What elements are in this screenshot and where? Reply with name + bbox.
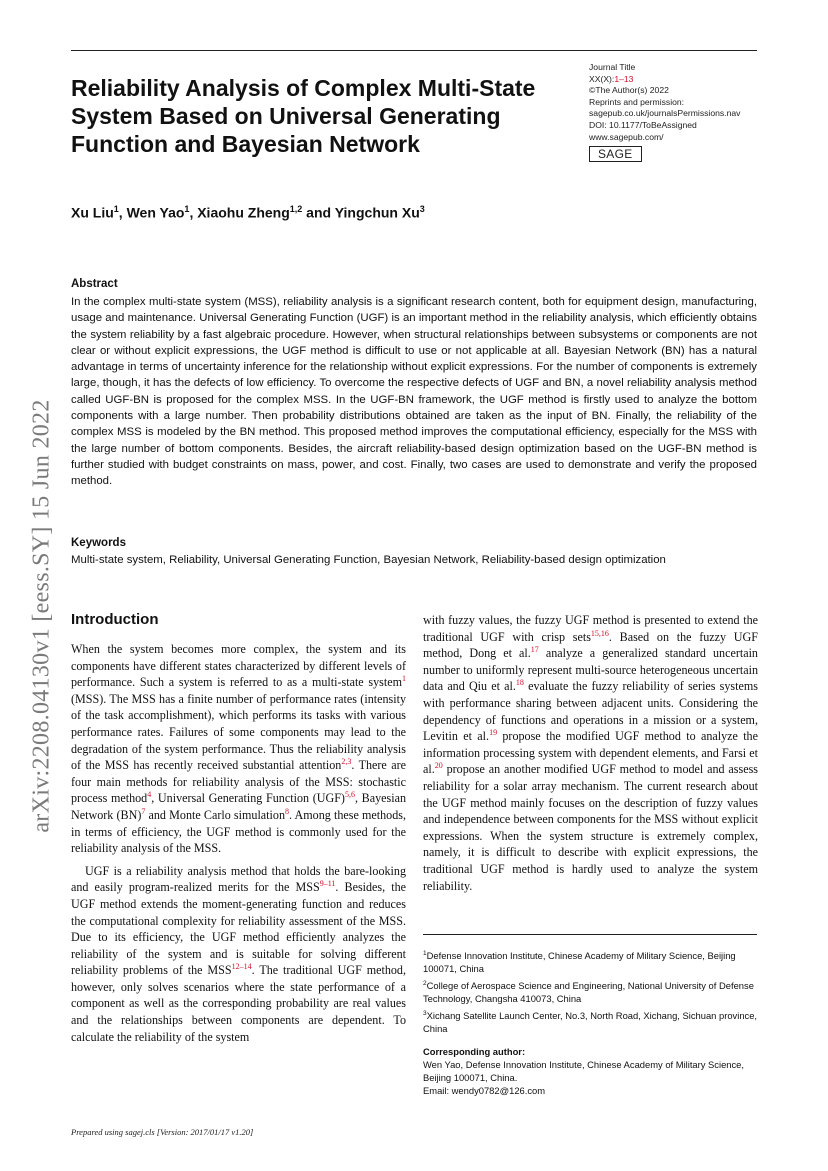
journal-title: Journal Title [589,62,636,72]
affiliation-footnotes [423,947,759,1037]
author-affiliation: 1 [113,204,119,214]
citation-link[interactable]: 15,16 [590,628,609,638]
reprints-url[interactable]: sagepub.co.uk/journalsPermissions.nav [589,108,741,119]
paragraph: with fuzzy values, the fuzzy UGF method is presented to extend the traditional UGF with crisp sets$^{15,16}$. Based on the fuzzy UGF method, Dong et al.$^{17}$ analyze a generalized standard uncertain number to uniformly represent multi-source heterogeneous uncertain data and Qiu et al.$^{18}$ evaluate the fuzzy reliability of series systems with performance sharing between adjacent units. Considering the dependency of functions and operations in a mission or a system, Levitin et al.$^{19}$ propose the modified UGF method to analyze the information processing system with dependent elements, and Farsi et al.$^{20}$ propose an another modified UGF method to model and assess reliability for a solar array mechanism. The current research about the UGF method mainly focuses on the description of fuzzy values and independence between components for the MSS without explicit expressions. When the system structure is extremely complex, namely, it is difficult to describe with explicit expressions, the traditional UGF method is hardly used to analyze the system reliability. [423,613,758,893]
citation-link[interactable]: 18 [515,678,524,688]
citation-link[interactable]: 17 [530,645,539,655]
keywords-heading: Keywords [71,537,126,549]
paragraph: When the system becomes more complex, the system and its components have different states characterized by different levels of performance. Such a system is referred to as a multi-state system$^1$ (MSS). The MSS has a finite number of performance rates (intensity of the task accomplishment), which performs its tasks with various performance rates. Failures of some components may lead to the degradation of the system performance. Thus the reliability analysis of the MSS has recently received substantial attention$^{2,3}$. There are four main methods for reliability analysis of the MSS: stochastic process method$^4$, Universal Generating Function (UGF)$^{5,6}$, Bayesian Network (BN)$^7$ and Monte Carlo simulation$^8$. Among these methods, in terms of efficiency, the UGF method is commonly used for the reliability analysis of the MSS. [71,642,407,856]
corresponding-email[interactable]: Email: wendy0782@126.com [423,1085,546,1096]
citation-link[interactable]: 8 [285,806,289,816]
citation-link[interactable]: 1 [402,674,406,684]
left-column [71,641,406,1045]
citation-link[interactable]: 7 [141,806,146,816]
citation-link[interactable]: 9–11 [319,879,336,889]
doi: DOI: 10.1177/ToBeAssigned [589,119,697,130]
citation-link[interactable]: 5,6 [344,790,355,800]
abstract-heading: Abstract [71,278,118,290]
corresponding-author [423,1045,759,1097]
author-name: Wen Yao [126,204,185,221]
right-column [423,612,758,894]
author-name: Xu Liu [71,204,114,221]
abstract-text: In the complex multi-state system (MSS), reliability analysis is a significant research content, both for equipment design, manufacturing, usage and maintenance. Universal Generating Function (UGF) is an important method in the reliability analysis, which efficiently obtains the system reliability by a fast algebraic procedure. However, when structural relationships between subsystems or components are not clear or without explicit expressions, the UGF method is difficult to use or not applicable at all. Bayesian Network (BN) has a natural advantage in terms of uncertainty inference for the relationship without explicit expressions. For the number of components is extremely large, though, it has the defects of low efficiency. To overcome the respective defects of UGF and BN, a novel reliability analysis method called UGF-BN is proposed for the complex MSS. In the UGF-BN framework, the UGF method is firstly used to analyze the bottom components with a large number. Then probability distributions obtained are taken as the input of BN. Finally, the reliability of the complex MSS is modeled by the BN method. This proposed method improves the computational efficiency, especially for the MSS with the large number of bottom components. Besides, the aircraft reliability-based design optimization based on the UGF-BN method is further studied with budget constraints on mass, power, and cost. Finally, two cases are used to demonstrate and verify the proposed method. [71,296,757,488]
author-name: Yingchun Xu [334,204,420,221]
publisher-logo: SAGE [589,146,642,162]
copyright: ©The Author(s) 2022 [589,85,669,96]
publisher-site[interactable]: www.sagepub.com/ [589,131,664,142]
reprints-label: Reprints and permission: [589,96,685,107]
paper-title: Reliability Analysis of Complex Multi-State System Based on Universal Generating Function and Bayesian Network [71,75,536,157]
footnote: $^1$Defense Innovation Institute, Chinese Academy of Military Science, Beijing 100071, China [423,950,736,975]
page-range-link[interactable]: 1–13 [614,73,634,84]
author-list: Xu Liu$^1$, Wen Yao$^1$, Xiaohu Zheng$^{1,2}$ and Yingchun Xu$^3$ [71,204,425,221]
volume-pages: XX(X):1–13 [589,73,634,84]
section-heading-introduction: Introduction [71,611,159,628]
journal-meta [589,62,769,162]
author-affiliation: 1 [184,204,190,214]
citation-link[interactable]: 2,3 [341,757,352,767]
arxiv-identifier: arXiv:2208.04130v1 [eess.SY] 15 Jun 2022 [28,399,55,833]
citation-link[interactable]: 19 [489,728,498,738]
corresponding-heading: Corresponding author: [423,1046,526,1057]
author-name: Xiaohu Zheng [197,204,290,221]
paragraph: UGF is a reliability analysis method that holds the bare-looking and easily program-realized merits for the MSS$^{9-11}$. Besides, the UGF method extends the moment-generating function and reduces the computational complexity for reliability assessment of the MSS. Due to its efficiency, the UGF method efficiently analyzes the reliability of the system and is suitable for solving different reliability problems of the MSS$^{12-14}$. The traditional UGF method, however, only solves scenarios where the state performance of a component as well as the corresponding probability are real values and the relationships between components are dependent. To calculate the reliability of the system [71,863,406,1044]
keywords-text: Multi-state system, Reliability, Universal Generating Function, Bayesian Network, Reliability-based design optimization [71,554,666,566]
corresponding-text: Wen Yao, Defense Innovation Institute, Chinese Academy of Military Science, Beijing 100071, China. [423,1059,745,1083]
author-affiliation: 1,2 [289,204,303,214]
citation-link[interactable]: 4 [147,790,152,800]
footnote: $^2$College of Aerospace Science and Engineering, National University of Defense Technology, Changsha 410073, China [423,980,754,1005]
author-affiliation: 3 [419,204,425,214]
top-rule [71,50,757,51]
footnote-rule [423,934,757,935]
citation-link[interactable]: 12–14 [231,962,252,972]
page-footer: Prepared using sagej.cls [Version: 2017/01/17 v1.20] [71,1127,254,1137]
footnote: $^3$Xichang Satellite Launch Center, No.3, North Road, Xichang, Sichuan province, China [423,1010,758,1035]
citation-link[interactable]: 20 [434,761,443,771]
